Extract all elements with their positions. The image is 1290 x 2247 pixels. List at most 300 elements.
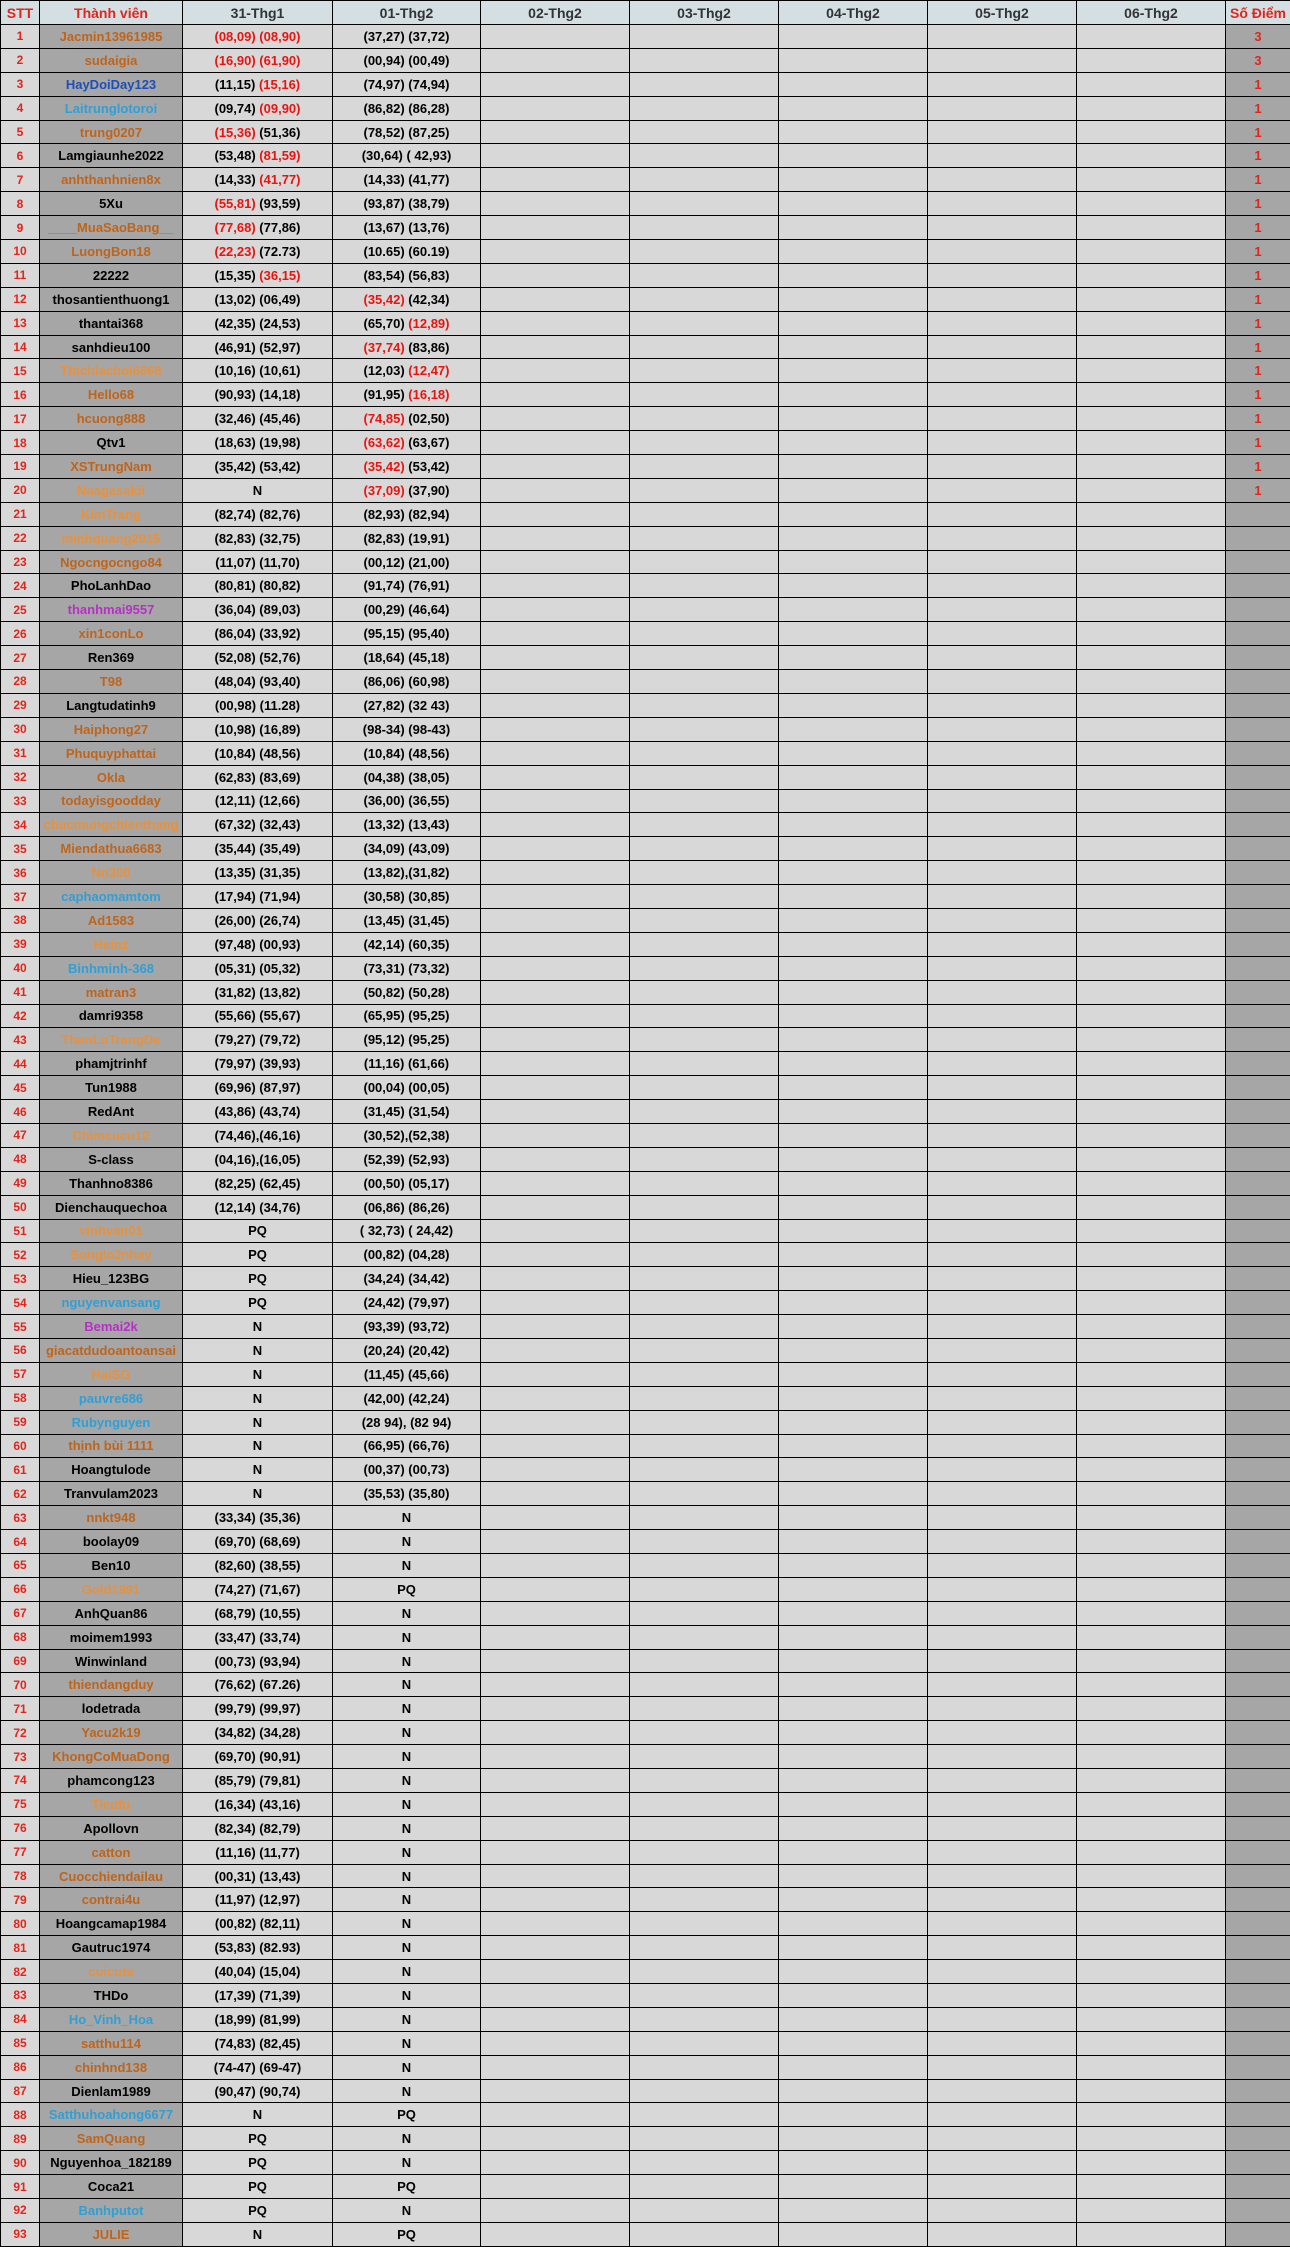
- member-name: moimem1993: [40, 1625, 183, 1649]
- score-cell: [1226, 1577, 1290, 1601]
- prediction-cell: [183, 25, 333, 49]
- row-number: 28: [1, 670, 40, 694]
- prediction-cell: [183, 1792, 333, 1816]
- row-number: 19: [1, 455, 40, 479]
- prediction-text: N: [402, 1677, 411, 1692]
- prediction-cell: [1077, 2007, 1226, 2031]
- row-number: 59: [1, 1410, 40, 1434]
- prediction-text: (42,34): [405, 292, 450, 307]
- prediction-cell: [928, 550, 1077, 574]
- prediction-text: (36,04) (89,03): [215, 602, 301, 617]
- table-row: [1, 861, 1290, 885]
- prediction-cell: [630, 48, 779, 72]
- row-number: 69: [1, 1649, 40, 1673]
- prediction-cell: [928, 837, 1077, 861]
- table-row: [1, 1745, 1290, 1769]
- prediction-text: N: [402, 2203, 411, 2218]
- prediction-cell: [183, 1673, 333, 1697]
- prediction-text: (40,04) (15,04): [215, 1964, 301, 1979]
- prediction-cell: [1077, 455, 1226, 479]
- prediction-cell: [928, 1100, 1077, 1124]
- prediction-cell: [183, 956, 333, 980]
- row-number: 53: [1, 1267, 40, 1291]
- prediction-cell: [481, 1649, 630, 1673]
- prediction-cell: [183, 1912, 333, 1936]
- prediction-text: N: [402, 1869, 411, 1884]
- row-number: 1: [1, 25, 40, 49]
- score-cell: [1226, 885, 1290, 909]
- prediction-cell: [928, 359, 1077, 383]
- member-name: S-class: [40, 1147, 183, 1171]
- prediction-cell: [333, 1577, 481, 1601]
- score-cell: [1226, 646, 1290, 670]
- prediction-text: (52,39) (52,93): [364, 1152, 450, 1167]
- prediction-cell: [333, 574, 481, 598]
- prediction-cell: [630, 574, 779, 598]
- row-number: 38: [1, 908, 40, 932]
- prediction-cell: [333, 1960, 481, 1984]
- prediction-cell: [630, 431, 779, 455]
- prediction-text: (82,34) (82,79): [215, 1821, 301, 1836]
- prediction-cell: [779, 550, 928, 574]
- prediction-text: (10,84) (48,56): [364, 746, 450, 761]
- prediction-cell: [779, 1506, 928, 1530]
- score-cell: [1226, 980, 1290, 1004]
- score-cell: [1226, 574, 1290, 598]
- prediction-cell: [630, 407, 779, 431]
- score-cell: [1226, 1936, 1290, 1960]
- member-name: Bemai2k: [40, 1315, 183, 1339]
- member-name: phamcong123: [40, 1769, 183, 1793]
- prediction-cell: [1077, 2079, 1226, 2103]
- prediction-cell: [1077, 335, 1226, 359]
- prediction-cell: [183, 1697, 333, 1721]
- row-number: 5: [1, 120, 40, 144]
- prediction-text: (74,46),(46,16): [215, 1128, 301, 1143]
- score-cell: 1: [1226, 240, 1290, 264]
- prediction-hit: (08,09) (08,90): [215, 29, 301, 44]
- table-row: [1, 1052, 1290, 1076]
- prediction-cell: [481, 2079, 630, 2103]
- prediction-cell: [1077, 837, 1226, 861]
- prediction-cell: [183, 120, 333, 144]
- prediction-cell: [1077, 861, 1226, 885]
- member-name: Jacmin13961985: [40, 25, 183, 49]
- prediction-text: (36,00) (36,55): [364, 793, 450, 808]
- member-name: Ho_Vinh_Hoa: [40, 2007, 183, 2031]
- prediction-cell: [333, 765, 481, 789]
- prediction-cell: [183, 1888, 333, 1912]
- prediction-cell: [928, 717, 1077, 741]
- prediction-cell: [333, 383, 481, 407]
- prediction-text: (10.65) (60.19): [364, 244, 450, 259]
- row-number: 72: [1, 1721, 40, 1745]
- prediction-cell: [630, 1195, 779, 1219]
- prediction-text: N: [402, 2155, 411, 2170]
- prediction-cell: [630, 144, 779, 168]
- prediction-cell: [183, 2199, 333, 2223]
- score-cell: [1226, 813, 1290, 837]
- prediction-cell: [1077, 216, 1226, 240]
- prediction-cell: [333, 287, 481, 311]
- prediction-cell: [928, 813, 1077, 837]
- prediction-cell: [183, 1625, 333, 1649]
- prediction-cell: [333, 311, 481, 335]
- prediction-cell: [1077, 1506, 1226, 1530]
- prediction-text: (14,33): [214, 172, 259, 187]
- prediction-cell: [928, 693, 1077, 717]
- member-name: Thanhno8386: [40, 1171, 183, 1195]
- member-name: KhongCoMuaDong: [40, 1745, 183, 1769]
- table-row: [1, 789, 1290, 813]
- prediction-cell: [481, 25, 630, 49]
- prediction-text: N: [253, 483, 262, 498]
- prediction-text: (83,86): [405, 340, 450, 355]
- member-name: damri9358: [40, 1004, 183, 1028]
- prediction-cell: [333, 240, 481, 264]
- prediction-cell: [481, 2175, 630, 2199]
- member-name: Satthuhoahong6677: [40, 2103, 183, 2127]
- table-row: [1, 478, 1290, 502]
- prediction-text: ( 32,73) ( 24,42): [360, 1223, 453, 1238]
- prediction-cell: [333, 1076, 481, 1100]
- prediction-cell: [928, 192, 1077, 216]
- prediction-cell: [928, 383, 1077, 407]
- prediction-text: (82,83) (32,75): [215, 531, 301, 546]
- prediction-text: N: [402, 2012, 411, 2027]
- prediction-text: (69,96) (87,97): [215, 1080, 301, 1095]
- score-cell: [1226, 1912, 1290, 1936]
- prediction-cell: [183, 980, 333, 1004]
- prediction-text: (13,82),(31,82): [364, 865, 450, 880]
- prediction-cell: [928, 2222, 1077, 2246]
- member-name: PhoLanhDao: [40, 574, 183, 598]
- prediction-text: (10,84) (48,56): [215, 746, 301, 761]
- prediction-cell: [333, 502, 481, 526]
- member-name: Tun1988: [40, 1076, 183, 1100]
- prediction-text: (11,97) (12,97): [215, 1892, 300, 1907]
- table-row: [1, 1554, 1290, 1578]
- row-number: 3: [1, 72, 40, 96]
- row-number: 54: [1, 1291, 40, 1315]
- score-cell: [1226, 1243, 1290, 1267]
- prediction-text: (16,34) (43,16): [215, 1797, 301, 1812]
- table-row: [1, 25, 1290, 49]
- score-cell: [1226, 2031, 1290, 2055]
- prediction-cell: [333, 598, 481, 622]
- prediction-cell: [1077, 1338, 1226, 1362]
- table-row: [1, 2031, 1290, 2055]
- prediction-cell: [183, 478, 333, 502]
- table-row: [1, 956, 1290, 980]
- score-cell: [1226, 1458, 1290, 1482]
- table-row: [1, 1195, 1290, 1219]
- table-row: [1, 192, 1290, 216]
- row-number: 29: [1, 693, 40, 717]
- prediction-cell: [928, 1721, 1077, 1745]
- prediction-cell: [1077, 1577, 1226, 1601]
- row-number: 6: [1, 144, 40, 168]
- prediction-cell: [630, 1147, 779, 1171]
- prediction-text: (46,91) (52,97): [215, 340, 301, 355]
- prediction-cell: [481, 908, 630, 932]
- prediction-cell: [183, 670, 333, 694]
- row-number: 24: [1, 574, 40, 598]
- prediction-cell: [779, 359, 928, 383]
- prediction-cell: [1077, 693, 1226, 717]
- prediction-cell: [183, 1028, 333, 1052]
- prediction-cell: [183, 48, 333, 72]
- prediction-cell: [481, 550, 630, 574]
- prediction-cell: [928, 48, 1077, 72]
- prediction-cell: [928, 1673, 1077, 1697]
- prediction-cell: [928, 1625, 1077, 1649]
- prediction-cell: [630, 765, 779, 789]
- prediction-cell: [928, 1960, 1077, 1984]
- prediction-cell: [183, 693, 333, 717]
- prediction-cell: [630, 1458, 779, 1482]
- prediction-text: (48,04) (93,40): [215, 674, 301, 689]
- table-row: [1, 1864, 1290, 1888]
- prediction-text: N: [402, 1988, 411, 2003]
- prediction-cell: [928, 1195, 1077, 1219]
- table-row: [1, 1888, 1290, 1912]
- table-row: [1, 1506, 1290, 1530]
- table-row: [1, 1171, 1290, 1195]
- row-number: 80: [1, 1912, 40, 1936]
- prediction-cell: [928, 1338, 1077, 1362]
- prediction-cell: [333, 1769, 481, 1793]
- prediction-cell: [928, 1792, 1077, 1816]
- prediction-text: (11,45) (45,66): [364, 1367, 449, 1382]
- prediction-cell: [183, 598, 333, 622]
- prediction-cell: [481, 1052, 630, 1076]
- prediction-text: (95,12) (95,25): [364, 1032, 450, 1047]
- prediction-cell: [630, 693, 779, 717]
- prediction-cell: [333, 72, 481, 96]
- prediction-cell: [183, 789, 333, 813]
- prediction-cell: [630, 311, 779, 335]
- prediction-cell: [928, 311, 1077, 335]
- prediction-cell: [1077, 1100, 1226, 1124]
- table-row: [1, 1840, 1290, 1864]
- prediction-cell: [481, 1769, 630, 1793]
- prediction-cell: [183, 96, 333, 120]
- prediction-cell: [481, 1219, 630, 1243]
- prediction-text: N: [253, 2227, 262, 2242]
- member-name: xin1conLo: [40, 622, 183, 646]
- prediction-text: (04,38) (38,05): [364, 770, 450, 785]
- prediction-cell: [928, 1362, 1077, 1386]
- prediction-text: PQ: [397, 1582, 416, 1597]
- table-row: [1, 216, 1290, 240]
- score-cell: 1: [1226, 144, 1290, 168]
- member-name: satthu114: [40, 2031, 183, 2055]
- prediction-cell: [779, 1482, 928, 1506]
- prediction-cell: [481, 2103, 630, 2127]
- prediction-text: (79,27) (79,72): [215, 1032, 301, 1047]
- prediction-cell: [183, 1052, 333, 1076]
- score-cell: [1226, 550, 1290, 574]
- prediction-text: (20,24) (20,42): [364, 1343, 450, 1358]
- prediction-cell: [333, 1386, 481, 1410]
- prediction-cell: [630, 1028, 779, 1052]
- prediction-cell: [183, 1530, 333, 1554]
- score-cell: 1: [1226, 431, 1290, 455]
- prediction-cell: [183, 1100, 333, 1124]
- prediction-cell: [928, 1123, 1077, 1147]
- table-row: [1, 383, 1290, 407]
- prediction-cell: [1077, 765, 1226, 789]
- prediction-cell: [183, 1769, 333, 1793]
- score-cell: [1226, 1506, 1290, 1530]
- prediction-cell: [333, 717, 481, 741]
- prediction-cell: [333, 431, 481, 455]
- prediction-cell: [928, 1745, 1077, 1769]
- prediction-cell: [333, 1004, 481, 1028]
- row-number: 11: [1, 263, 40, 287]
- prediction-text: (04,16),(16,05): [215, 1152, 301, 1167]
- prediction-text: N: [402, 1964, 411, 1979]
- prediction-cell: [333, 1195, 481, 1219]
- table-row: [1, 1673, 1290, 1697]
- prediction-cell: [630, 335, 779, 359]
- prediction-cell: [779, 2175, 928, 2199]
- prediction-cell: [1077, 1888, 1226, 1912]
- member-name: Okla: [40, 765, 183, 789]
- prediction-cell: [1077, 1697, 1226, 1721]
- prediction-cell: [630, 2151, 779, 2175]
- prediction-cell: [779, 1195, 928, 1219]
- score-cell: [1226, 1219, 1290, 1243]
- prediction-cell: [183, 1554, 333, 1578]
- prediction-text: (86,82) (86,28): [364, 101, 450, 116]
- row-number: 14: [1, 335, 40, 359]
- prediction-text: (17,94) (71,94): [215, 889, 301, 904]
- prediction-cell: [928, 526, 1077, 550]
- row-number: 86: [1, 2055, 40, 2079]
- prediction-cell: [630, 1076, 779, 1100]
- score-cell: 1: [1226, 287, 1290, 311]
- prediction-cell: [779, 598, 928, 622]
- prediction-hit: (37,09): [363, 483, 404, 498]
- prediction-cell: [630, 1912, 779, 1936]
- prediction-text: PQ: [248, 1247, 267, 1262]
- prediction-cell: [779, 2079, 928, 2103]
- prediction-cell: [779, 120, 928, 144]
- prediction-cell: [928, 335, 1077, 359]
- prediction-text: (62,83) (83,69): [215, 770, 301, 785]
- prediction-cell: [779, 813, 928, 837]
- prediction-text: (12,03): [363, 363, 408, 378]
- prediction-cell: [779, 1840, 928, 1864]
- score-cell: [1226, 1434, 1290, 1458]
- prediction-text: N: [253, 1391, 262, 1406]
- member-name: Miendathua6683: [40, 837, 183, 861]
- score-cell: [1226, 2127, 1290, 2151]
- score-cell: [1226, 1362, 1290, 1386]
- header-day: 31-Thg1: [183, 1, 333, 25]
- prediction-text: (34,09) (43,09): [364, 841, 450, 856]
- row-number: 35: [1, 837, 40, 861]
- prediction-text: (35,53) (35,80): [364, 1486, 450, 1501]
- prediction-cell: [779, 502, 928, 526]
- member-name: Ngocngocngo84: [40, 550, 183, 574]
- prediction-cell: [1077, 1362, 1226, 1386]
- prediction-text: (82,83) (19,91): [364, 531, 450, 546]
- prediction-text: N: [402, 1558, 411, 1573]
- prediction-cell: [1077, 1864, 1226, 1888]
- prediction-text: (13,45) (31,45): [364, 913, 450, 928]
- header-stt: STT: [1, 1, 40, 25]
- prediction-cell: [630, 1004, 779, 1028]
- prediction-cell: [928, 1004, 1077, 1028]
- prediction-text: (32,46) (45,46): [215, 411, 301, 426]
- prediction-cell: [928, 1147, 1077, 1171]
- prediction-cell: [630, 1554, 779, 1578]
- prediction-text: N: [402, 2084, 411, 2099]
- prediction-cell: [333, 646, 481, 670]
- prediction-cell: [183, 1291, 333, 1315]
- prediction-text: (17,39) (71,39): [215, 1988, 301, 2003]
- prediction-text: PQ: [248, 2155, 267, 2170]
- prediction-cell: [183, 813, 333, 837]
- score-cell: 3: [1226, 48, 1290, 72]
- prediction-text: N: [402, 1606, 411, 1621]
- row-number: 22: [1, 526, 40, 550]
- prediction-cell: [481, 1482, 630, 1506]
- prediction-cell: [333, 1530, 481, 1554]
- prediction-cell: [928, 168, 1077, 192]
- member-name: catton: [40, 1840, 183, 1864]
- prediction-cell: [630, 1291, 779, 1315]
- prediction-cell: [779, 1315, 928, 1339]
- prediction-cell: [183, 144, 333, 168]
- prediction-cell: [630, 1601, 779, 1625]
- prediction-cell: [1077, 1195, 1226, 1219]
- table-row: [1, 1267, 1290, 1291]
- prediction-cell: [481, 956, 630, 980]
- table-row: [1, 2175, 1290, 2199]
- row-number: 31: [1, 741, 40, 765]
- prediction-cell: [630, 2199, 779, 2223]
- prediction-cell: [481, 670, 630, 694]
- prediction-text: N: [402, 1630, 411, 1645]
- score-cell: 1: [1226, 168, 1290, 192]
- prediction-cell: [630, 1100, 779, 1124]
- prediction-cell: [928, 216, 1077, 240]
- prediction-cell: [779, 48, 928, 72]
- score-cell: 1: [1226, 311, 1290, 335]
- prediction-text: (00,50) (05,17): [364, 1176, 450, 1191]
- row-number: 37: [1, 885, 40, 909]
- header-score: Số Điểm: [1226, 1, 1290, 25]
- prediction-cell: [779, 1100, 928, 1124]
- prediction-cell: [333, 1506, 481, 1530]
- score-cell: 1: [1226, 383, 1290, 407]
- score-cell: 1: [1226, 192, 1290, 216]
- prediction-cell: [630, 1315, 779, 1339]
- prediction-cell: [183, 717, 333, 741]
- prediction-cell: [779, 2103, 928, 2127]
- prediction-cell: [779, 1004, 928, 1028]
- score-cell: [1226, 741, 1290, 765]
- prediction-cell: [333, 1219, 481, 1243]
- member-name: todayisgoodday: [40, 789, 183, 813]
- prediction-text: (37,90): [405, 483, 450, 498]
- member-name: phamjtrinhf: [40, 1052, 183, 1076]
- prediction-cell: [630, 1434, 779, 1458]
